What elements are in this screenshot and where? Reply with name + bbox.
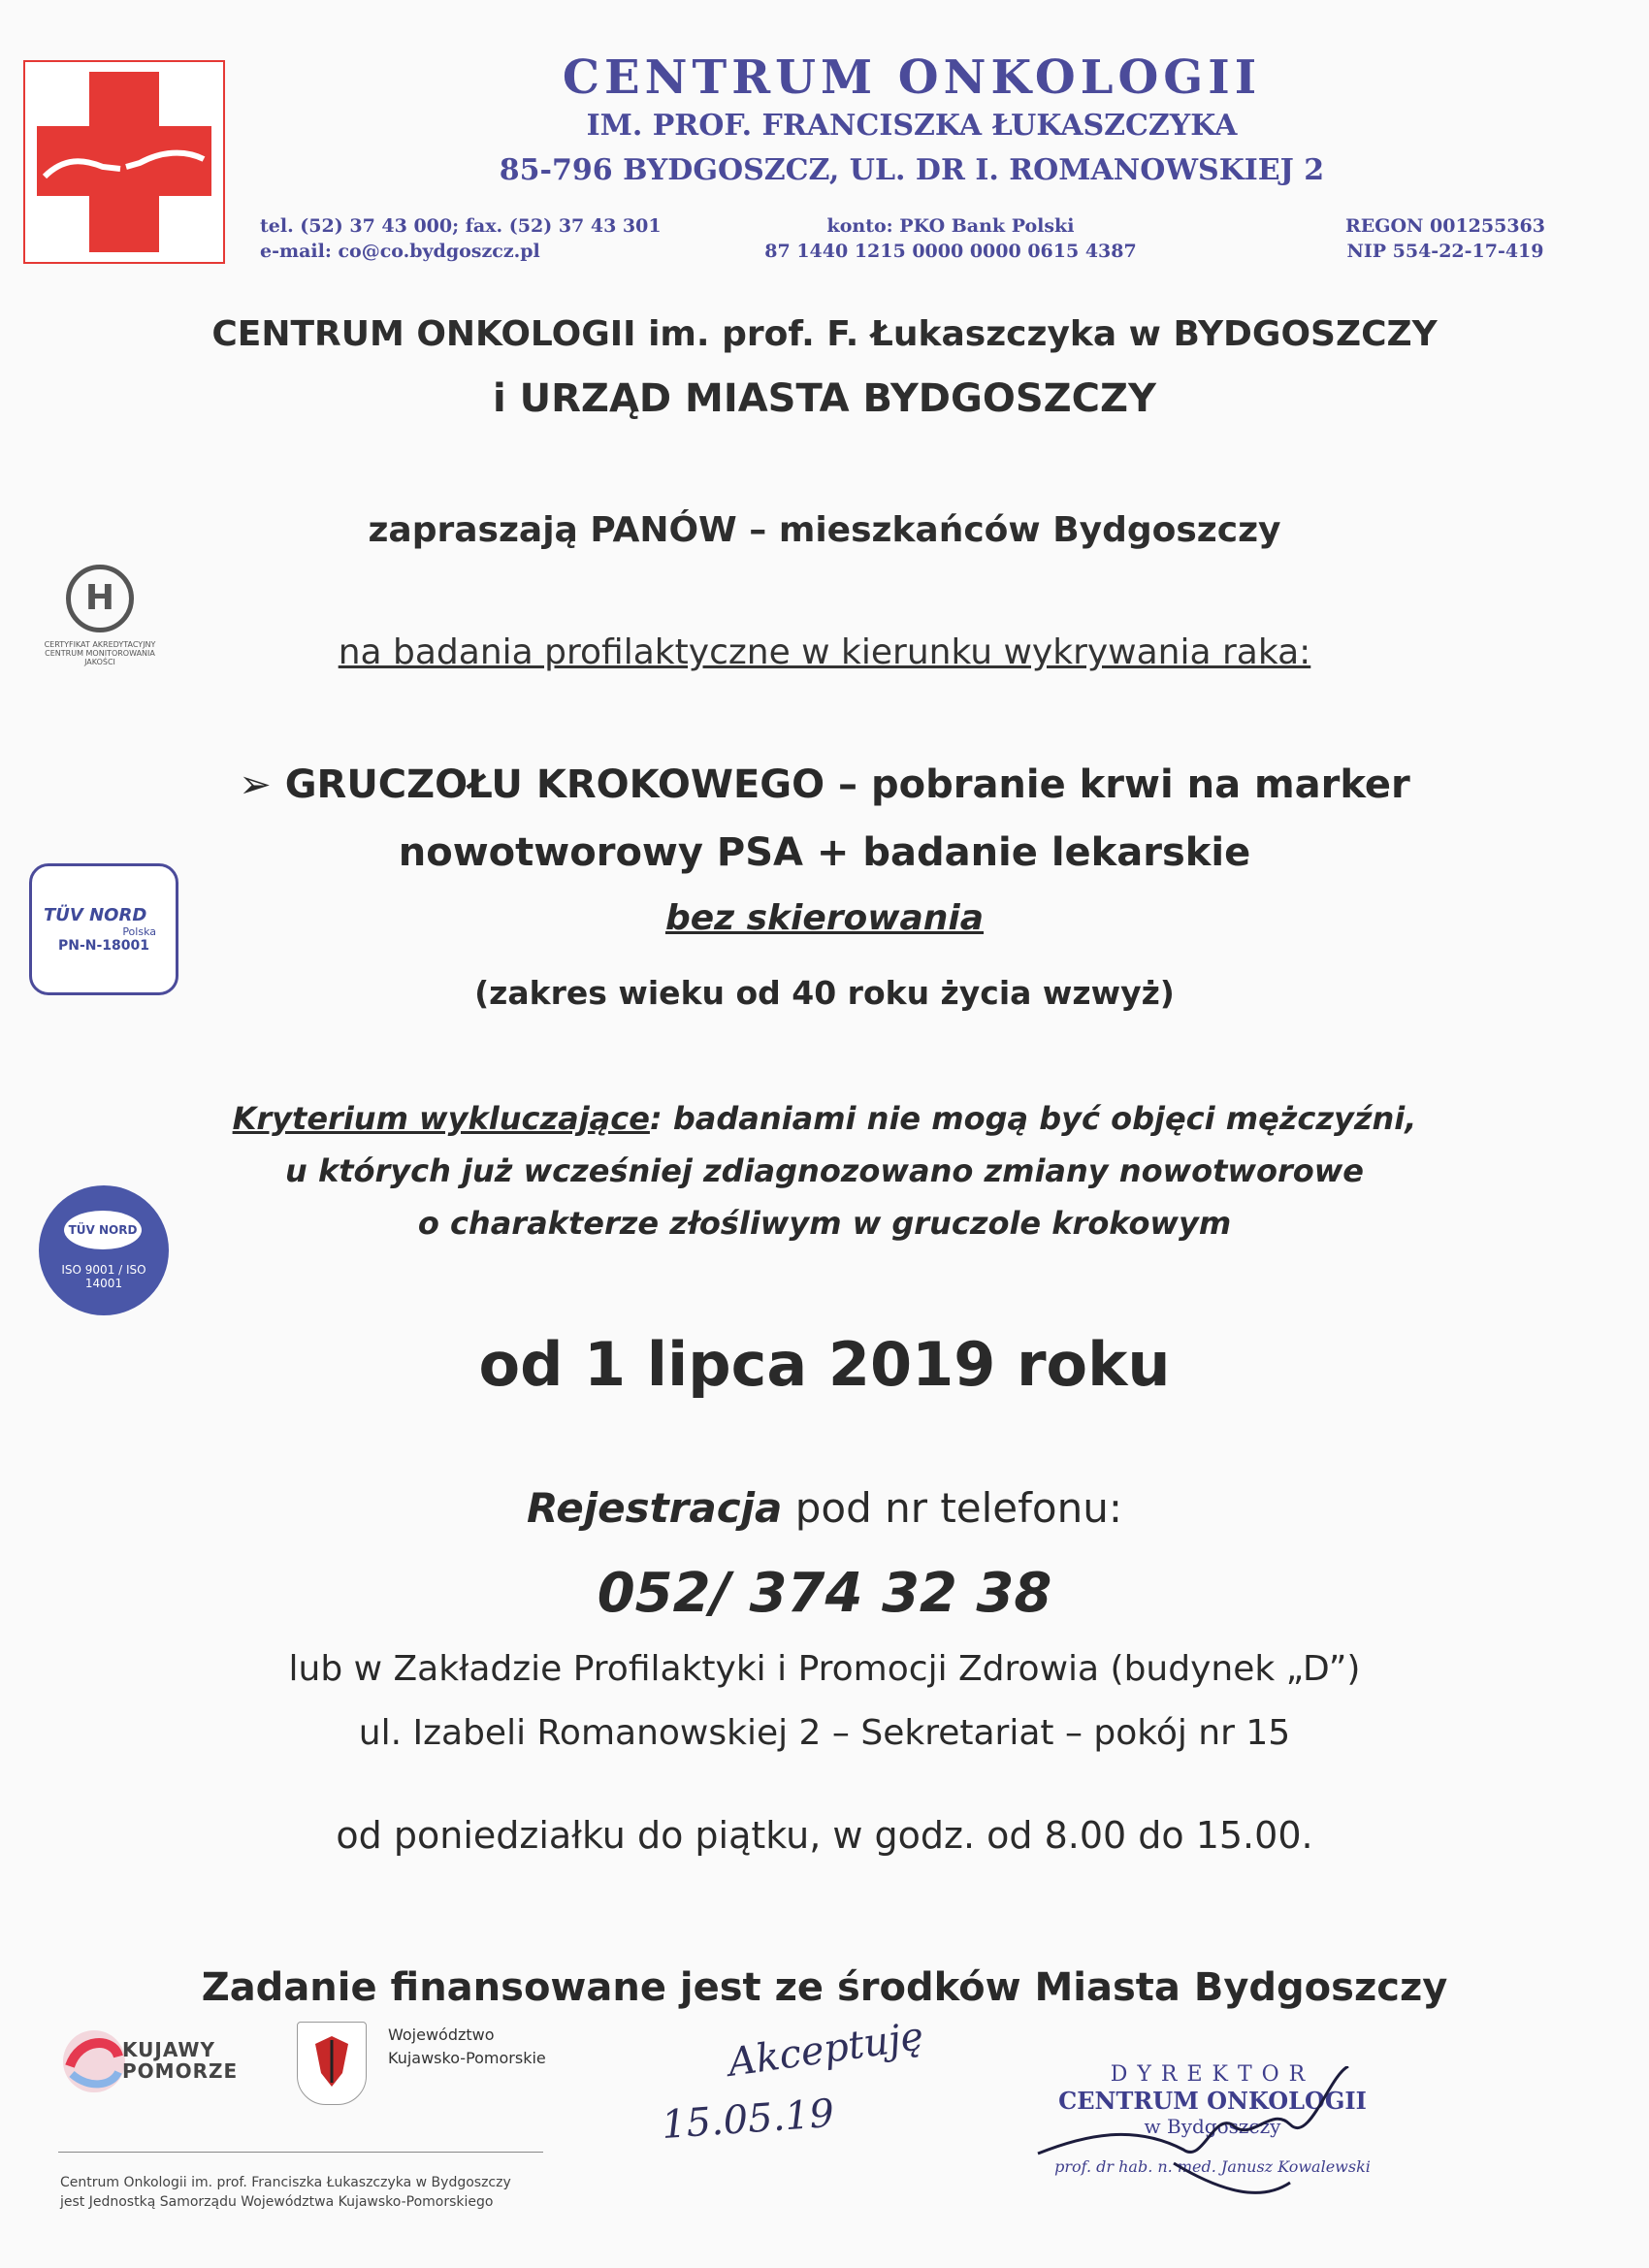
bullet-arrow-icon: ➢ — [239, 762, 272, 807]
kp-swirl-icon — [60, 2027, 128, 2095]
stamp-line-4: prof. dr hab. n. med. Janusz Kowalewski — [1054, 2157, 1371, 2176]
stamp-line-3: w Bydgoszczy — [1144, 2115, 1281, 2138]
eagle-griffin-icon — [298, 2023, 366, 2104]
criterion-text-1: : badaniami nie mogą być objęci mężczyźni, — [649, 1100, 1417, 1137]
institution-title: CENTRUM ONKOLOGII — [562, 50, 1262, 105]
accreditation-logo — [27, 565, 173, 666]
exam-line-2: nowotworowy PSA + badanie lekarskie — [398, 830, 1251, 875]
voiv-line-1: Województwo — [388, 2025, 495, 2044]
tuv-nord-logo — [29, 863, 178, 995]
registration-rest: pod nr telefonu: — [782, 1484, 1123, 1532]
cert-text-2: CENTRUM MONITOROWANIA — [45, 649, 155, 658]
handwritten-date: 15.05.19 — [660, 2090, 836, 2149]
phone-fax: tel. (52) 37 43 000; fax. (52) 37 43 301 — [260, 215, 662, 237]
institution-address: 85-796 BYDGOSZCZ, UL. DR I. ROMANOWSKIEJ 2 — [499, 153, 1325, 187]
ids-block — [1300, 213, 1591, 264]
cert-text-1: CERTYFIKAT AKREDYTACYJNY — [44, 640, 156, 649]
bank-block — [757, 213, 1145, 264]
iso-text: ISO 9001 / ISO 14001 — [61, 1263, 146, 1290]
footer-note-2: jest Jednostką Samorządu Województwa Kujawsko-Pomorskiego — [60, 2194, 494, 2210]
invitation: zapraszają PANÓW – mieszkańców Bydgoszczy — [368, 510, 1281, 550]
kp-line-2: POMORZE — [122, 2059, 239, 2083]
director-signature — [1028, 2066, 1358, 2202]
exam-item — [97, 762, 1552, 807]
criterion-block — [97, 1092, 1552, 1249]
phone-number: 052/ 374 32 38 — [597, 1562, 1052, 1625]
criterion-line-1 — [97, 1092, 1552, 1145]
email: e-mail: co@co.bydgoszcz.pl — [260, 241, 540, 262]
exam-line-1: GRUCZOŁU KROKOWEGO – pobranie krwi na marker — [284, 762, 1410, 807]
stamp-line-2: CENTRUM ONKOLOGII — [1058, 2087, 1367, 2115]
criterion-label: Kryterium wykluczające — [232, 1100, 650, 1137]
handwritten-acceptance: Akceptuję — [725, 2014, 926, 2086]
bank-name: konto: PKO Bank Polski — [826, 215, 1075, 237]
footer-note-1: Centrum Onkologii im. prof. Franciszka Łukaszczyka w Bydgoszczy — [60, 2175, 511, 2190]
registration-line — [97, 1484, 1552, 1532]
iso-brand: TÜV NORD — [64, 1211, 142, 1249]
footer-note — [60, 2173, 511, 2212]
nip: NIP 554-22-17-419 — [1346, 241, 1544, 262]
registration-label: Rejestracja — [526, 1484, 783, 1532]
red-cross-logo — [23, 60, 225, 264]
criterion-line-2: u których już wcześniej zdiagnozowano zmiany nowotworowe — [285, 1152, 1364, 1189]
bank-account: 87 1440 1215 0000 0000 0615 4387 — [764, 241, 1137, 262]
org-line-1: CENTRUM ONKOLOGII im. prof. F. Łukaszczyka w BYDGOSZCZY — [211, 314, 1438, 354]
no-referral: bez skierowania — [664, 898, 985, 938]
q-letter-icon: H — [66, 565, 134, 632]
tuv-standard: PN-N-18001 — [57, 938, 150, 954]
institution-subtitle: IM. PROF. FRANCISZKA ŁUKASZCZYKA — [586, 109, 1238, 143]
kujawy-pomorze-logo — [60, 2027, 244, 2095]
kp-line-1: KUJAWY — [122, 2038, 215, 2061]
funding-note: Zadanie finansowane jest ze środków Miasta Bydgoszczy — [201, 1965, 1448, 2010]
office-hours: od poniedziałku do piątku, w godz. od 8.00 do 15.00. — [336, 1814, 1313, 1857]
stamp-line-1: DYREKTOR — [1110, 2062, 1315, 2087]
voivodeship-text — [388, 2024, 546, 2070]
contact-block — [260, 213, 662, 264]
iso-logo — [39, 1185, 169, 1315]
age-range: (zakres wieku od 40 roku życia wzwyż) — [474, 974, 1175, 1012]
voiv-line-2: Kujawsko-Pomorskie — [388, 2049, 546, 2067]
cert-text-3: JAKOŚCI — [84, 658, 115, 666]
purpose-line: na badania profilaktyczne w kierunku wykrywania raka: — [338, 632, 1311, 672]
alt-location-2: ul. Izabeli Romanowskiej 2 – Sekretariat – pokój nr 15 — [358, 1713, 1291, 1753]
start-date: od 1 lipca 2019 roku — [478, 1329, 1171, 1400]
tuv-brand: TÜV NORD — [44, 905, 147, 925]
org-line-2: i URZĄD MIASTA BYDGOSZCZY — [493, 376, 1156, 421]
alt-location-1: lub w Zakładzie Profilaktyki i Promocji Zdrowia (budynek „D”) — [288, 1649, 1361, 1689]
voivodeship-coat-of-arms — [297, 2022, 367, 2105]
criterion-line-3: o charakterze złośliwym w gruczole krokowym — [417, 1205, 1232, 1242]
footer-divider — [58, 2152, 543, 2153]
tuv-country: Polska — [122, 925, 156, 938]
regon: REGON 001255363 — [1344, 215, 1545, 237]
